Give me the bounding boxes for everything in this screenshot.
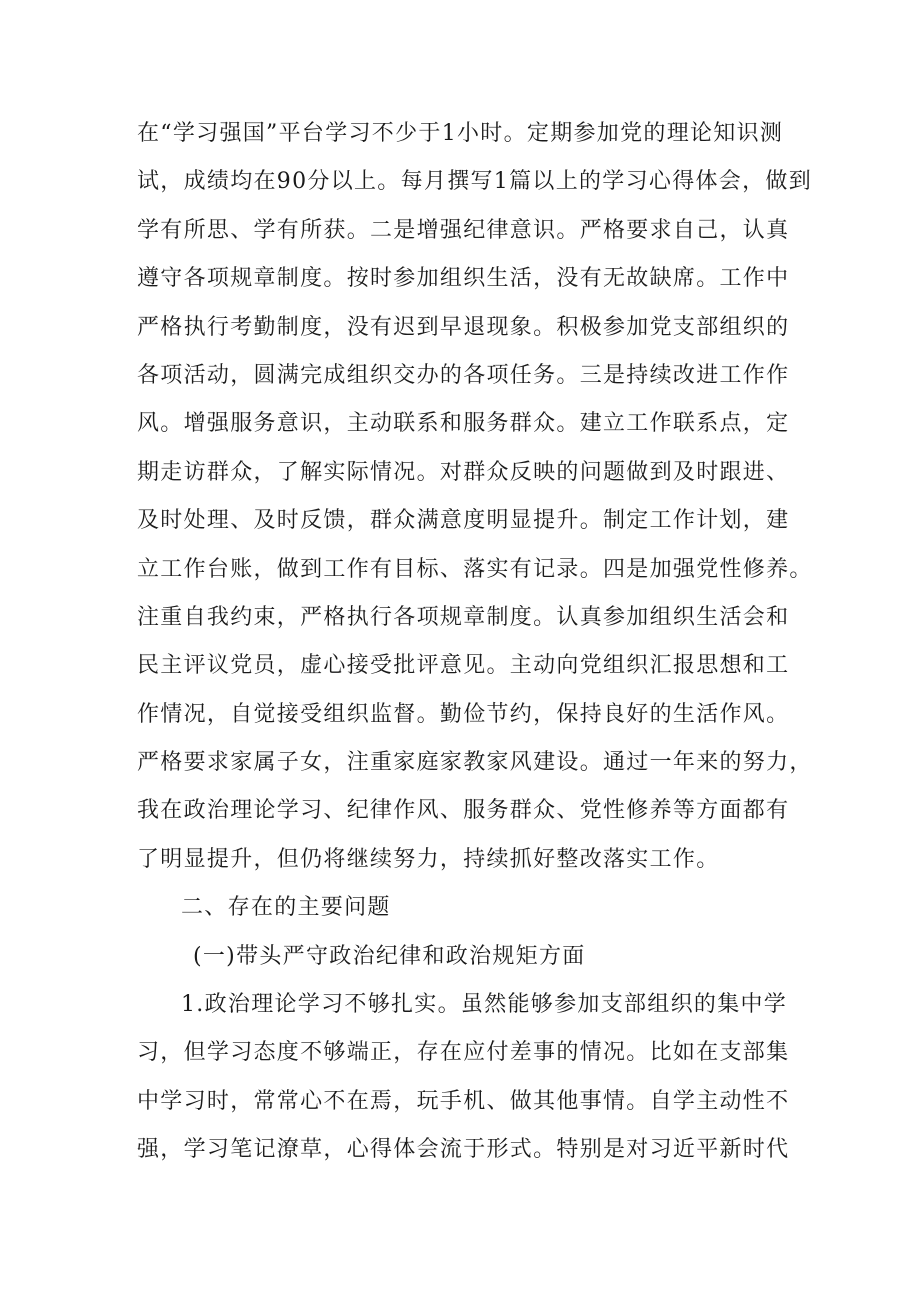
body-line: 作情况，自觉接受组织监督。勤俭节约，保持良好的生活作风。 bbox=[137, 701, 790, 727]
item-line: 中学习时，常常心不在焉，玩手机、做其他事情。自学主动性不 bbox=[137, 1088, 790, 1114]
body-line: 严格执行考勤制度，没有迟到早退现象。积极参加党支部组织的 bbox=[137, 314, 790, 340]
item-line: 习，但学习态度不够端正，存在应付差事的情况。比如在支部集 bbox=[137, 1040, 790, 1066]
body-line: 注重自我约束，严格执行各项规章制度。认真参加组织生活会和 bbox=[137, 604, 790, 630]
body-line: 立工作台账，做到工作有目标、落实有记录。四是加强党性修养。 bbox=[137, 556, 813, 582]
item-line: 1.政治理论学习不够扎实。虽然能够参加支部组织的集中学 bbox=[181, 992, 788, 1018]
body-line: 我在政治理论学习、纪律作风、服务群众、党性修养等方面都有 bbox=[137, 798, 790, 824]
body-line: 了明显提升，但仍将继续努力，持续抓好整改落实工作。 bbox=[137, 846, 720, 872]
body-line: 严格要求家属子女，注重家庭家教家风建设。通过一年来的努力， bbox=[137, 750, 813, 776]
body-line: 风。增强服务意识，主动联系和服务群众。建立工作联系点，定 bbox=[137, 411, 790, 437]
body-line: 遵守各项规章制度。按时参加组织生活，没有无故缺席。工作中 bbox=[137, 266, 790, 292]
subsection-heading: (一)带头严守政治纪律和政治规矩方面 bbox=[193, 943, 586, 969]
document-body bbox=[137, 110, 813, 1175]
body-line: 及时处理、及时反馈，群众满意度明显提升。制定工作计划，建 bbox=[137, 508, 790, 534]
body-line: 试，成绩均在90分以上。每月撰写1篇以上的学习心得体会，做到 bbox=[137, 169, 812, 195]
section-heading: 二、存在的主要问题 bbox=[181, 895, 391, 921]
body-line: 期走访群众，了解实际情况。对群众反映的问题做到及时跟进、 bbox=[137, 459, 790, 485]
body-line: 在“学习强国”平台学习不少于1小时。定期参加党的理论知识测 bbox=[137, 121, 784, 146]
body-line: 学有所思、学有所获。二是增强纪律意识。严格要求自己，认真 bbox=[137, 217, 790, 243]
body-line: 民主评议党员，虚心接受批评意见。主动向党组织汇报思想和工 bbox=[137, 653, 790, 679]
item-line: 强，学习笔记潦草，心得体会流于形式。特别是对习近平新时代 bbox=[137, 1137, 790, 1163]
body-line: 各项活动，圆满完成组织交办的各项任务。三是持续改进工作作 bbox=[137, 362, 790, 388]
